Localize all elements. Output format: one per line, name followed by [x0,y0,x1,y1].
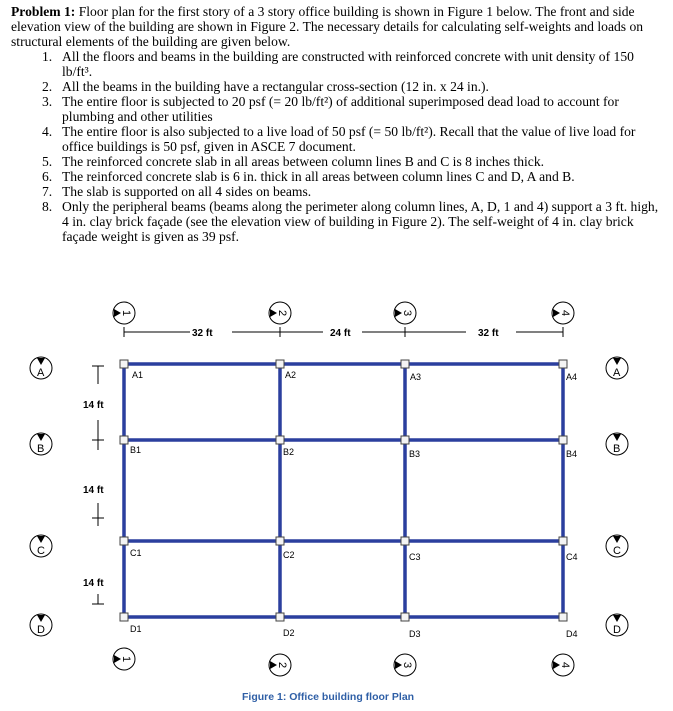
span-label-b-c: 14 ft [83,485,104,496]
column-d3 [401,613,409,621]
grid-label-d-left: D [37,624,45,636]
grid-label-c-right: C [613,545,621,557]
column-a2 [276,360,284,368]
list-item-number: 2. [42,79,53,94]
column-b1 [120,436,128,444]
list-item-number: 5. [42,154,53,169]
node-label-d2: D2 [283,628,295,638]
node-label-a3: A3 [410,372,422,382]
span-label-c-d: 14 ft [83,578,104,589]
grid-label-1-top: 1 [120,310,132,317]
column-d1 [120,613,128,621]
grid-label-4-bottom: 4 [559,662,571,669]
list-item-number: 3. [42,94,53,109]
node-label-c4: C4 [566,552,578,562]
node-label-d1: D1 [130,624,142,634]
span-label-1-2: 32 ft [192,328,213,339]
grid-label-4-top: 4 [559,310,571,317]
node-label-c2: C2 [283,550,295,560]
node-label-a4: A4 [566,372,578,382]
column-c2 [276,537,284,545]
column-a1 [120,360,128,368]
list-item-text: The reinforced concrete slab is 6 in. thick in all areas between column lines C and D, A and B. [62,169,575,184]
list-item-text: The entire floor is also subjected to a live load of 50 psf (= 50 lb/ft²). Recall that the value of live load for office buildings is 50 psf, given in ASCE 7 document. [62,124,636,154]
span-label-3-4: 32 ft [478,328,499,339]
columns [120,360,567,621]
list-item-number: 8. [42,199,53,214]
column-d2 [276,613,284,621]
problem-intro-text: Floor plan for the first story of a 3 story office building is shown in Figure 1 below. The front and side elevation view of the building are shown in Figure 2. The necessary details for calculating self-weights and loads on structural elements of the building are given below. [11,4,644,49]
list-item-text: The reinforced concrete slab in all areas between column lines B and C is 8 inches thick. [62,154,545,169]
grid-label-a-left: A [37,367,45,379]
node-label-c1: C1 [130,548,142,558]
beam-grid [124,364,563,617]
node-label-a1: A1 [132,370,144,380]
node-label-d4: D4 [566,629,578,639]
list-item-text: All the floors and beams in the building are constructed with reinforced concrete with unit density of 150 lb/ft³. [62,49,634,79]
figure-caption: Figure 1: Office building floor Plan [242,691,415,703]
list-item-text: Only the peripheral beams (beams along the perimeter along column lines, A, D, 1 and 4) support a 3 ft. high, 4 in. clay brick façade (see the elevation view of building in Figure 2). The self-weight of 4 in. clay brick façade weight is given as 39 psf. [62,199,659,244]
grid-label-2-top: 2 [276,310,288,317]
grid-label-a-right: A [613,367,621,379]
list-item-number: 7. [42,184,53,199]
list-item-number: 1. [42,49,53,64]
grid-label-b-left: B [37,443,45,455]
column-c1 [120,537,128,545]
list-item-number: 6. [42,169,53,184]
list-item-text: The entire floor is subjected to 20 psf (= 20 lb/ft²) of additional superimposed dead load to account for plumbing and other utilities [62,94,619,124]
grid-label-b-right: B [613,443,621,455]
column-c4 [559,537,567,545]
column-d4 [559,613,567,621]
grid-label-2-bottom: 2 [276,662,288,669]
grid-label-c-left: C [37,545,45,557]
column-b3 [401,436,409,444]
node-label-b1: B1 [130,445,142,455]
column-a3 [401,360,409,368]
list-item-number: 4. [42,124,53,139]
column-b4 [559,436,567,444]
node-label-b4: B4 [566,449,578,459]
perimeter-beams [124,364,563,617]
node-label-a2: A2 [285,370,297,380]
column-a4 [559,360,567,368]
node-label-d3: D3 [409,629,421,639]
list-item-text: The slab is supported on all 4 sides on beams. [62,184,312,199]
grid-label-3-bottom: 3 [401,662,413,669]
grid-label-1-bottom: 1 [120,656,132,663]
column-c3 [401,537,409,545]
node-label-b2: B2 [283,447,295,457]
list-item-text: All the beams in the building have a rectangular cross-section (12 in. x 24 in.). [62,79,489,94]
span-label-a-b: 14 ft [83,400,104,411]
grid-label-3-top: 3 [401,310,413,317]
grid-label-d-right: D [613,624,621,636]
problem-heading: Problem 1: [11,4,76,19]
span-label-2-3: 24 ft [330,328,351,339]
column-b2 [276,436,284,444]
node-label-c3: C3 [409,552,421,562]
node-label-b3: B3 [409,449,421,459]
